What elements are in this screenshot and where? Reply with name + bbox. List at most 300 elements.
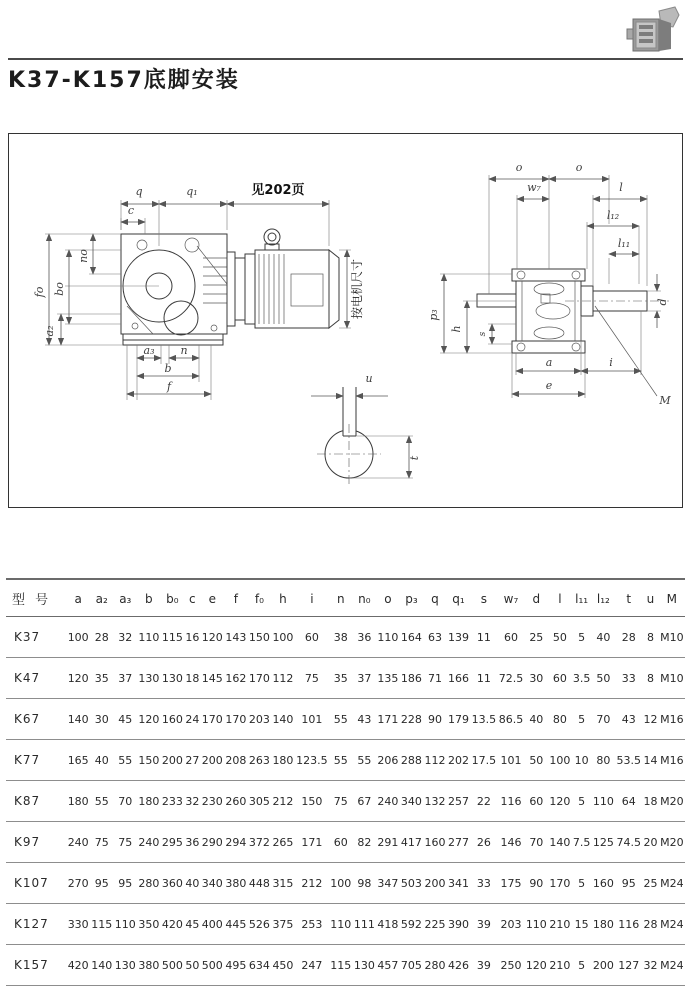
value-cell: M20 — [659, 781, 685, 822]
value-cell: 160 — [592, 863, 616, 904]
value-cell: 120 — [66, 658, 90, 699]
value-cell: 162 — [224, 658, 248, 699]
value-cell: 116 — [615, 904, 642, 945]
value-cell: 11 — [470, 658, 497, 699]
page-title: K37-K157底脚安装 — [8, 68, 240, 93]
value-cell: 60 — [295, 617, 329, 658]
value-cell: 132 — [423, 781, 447, 822]
model-cell: K37 — [6, 617, 66, 658]
value-cell: 526 — [248, 904, 272, 945]
value-cell: 171 — [376, 699, 400, 740]
column-header: l₁₂ — [592, 579, 616, 617]
value-cell: 60 — [525, 781, 549, 822]
dim-label-p3: p₃ — [427, 309, 440, 321]
value-cell: 418 — [376, 904, 400, 945]
dim-label-bo: bo — [53, 282, 66, 296]
dim-label-no: no — [77, 249, 90, 263]
column-header: u — [642, 579, 658, 617]
value-cell: M10 — [659, 617, 685, 658]
value-cell: 495 — [224, 945, 248, 986]
model-cell: K157 — [6, 945, 66, 986]
value-cell: 63 — [423, 617, 447, 658]
value-cell: 30 — [525, 658, 549, 699]
value-cell: 170 — [548, 863, 572, 904]
column-header: h — [271, 579, 295, 617]
column-header: l — [548, 579, 572, 617]
value-cell: 210 — [548, 904, 572, 945]
value-cell: 145 — [201, 658, 225, 699]
dim-label-l12: l₁₂ — [606, 209, 620, 222]
technical-drawing — [9, 134, 682, 507]
value-cell: 95 — [114, 863, 138, 904]
column-header: p₃ — [400, 579, 424, 617]
value-cell: 40 — [90, 740, 114, 781]
table-row — [6, 904, 685, 945]
table-row — [6, 945, 685, 986]
value-cell: 110 — [137, 617, 161, 658]
value-cell: 27 — [184, 740, 200, 781]
value-cell: 265 — [271, 822, 295, 863]
model-cell: K127 — [6, 904, 66, 945]
value-cell: 291 — [376, 822, 400, 863]
column-header: l₁₁ — [572, 579, 592, 617]
column-header: n — [329, 579, 353, 617]
column-header: d — [525, 579, 549, 617]
value-cell: 60 — [548, 658, 572, 699]
value-cell: 100 — [66, 617, 90, 658]
value-cell: 74.5 — [615, 822, 642, 863]
dim-label-c: c — [127, 204, 135, 217]
value-cell: 160 — [161, 699, 185, 740]
table-header-row — [6, 579, 685, 617]
value-cell: 28 — [90, 617, 114, 658]
column-header: c — [184, 579, 200, 617]
column-header: q₁ — [447, 579, 471, 617]
value-cell: 123.5 — [295, 740, 329, 781]
value-cell: M16 — [659, 699, 685, 740]
value-cell: 5 — [572, 863, 592, 904]
dim-label-b: b — [164, 362, 172, 375]
dim-label-fo: fo — [33, 286, 46, 298]
value-cell: 70 — [525, 822, 549, 863]
value-cell: 500 — [201, 945, 225, 986]
value-cell: 70 — [592, 699, 616, 740]
model-cell: K47 — [6, 658, 66, 699]
value-cell: 116 — [497, 781, 524, 822]
value-cell: 18 — [184, 658, 200, 699]
value-cell: 72.5 — [497, 658, 524, 699]
value-cell: M20 — [659, 822, 685, 863]
value-cell: 17.5 — [470, 740, 497, 781]
value-cell: 150 — [295, 781, 329, 822]
value-cell: 375 — [271, 904, 295, 945]
column-header: q — [423, 579, 447, 617]
value-cell: 14 — [642, 740, 658, 781]
dim-label-s: s — [478, 331, 488, 337]
drawing-panel — [8, 133, 683, 508]
value-cell: 420 — [161, 904, 185, 945]
value-cell: 32 — [184, 781, 200, 822]
column-header: f₀ — [248, 579, 272, 617]
value-cell: 280 — [423, 945, 447, 986]
value-cell: 426 — [447, 945, 471, 986]
column-header: f — [224, 579, 248, 617]
value-cell: 16 — [184, 617, 200, 658]
value-cell: 55 — [114, 740, 138, 781]
table-row — [6, 822, 685, 863]
dim-label-a: a — [545, 356, 553, 369]
value-cell: 127 — [615, 945, 642, 986]
value-cell: 445 — [224, 904, 248, 945]
value-cell: 305 — [248, 781, 272, 822]
value-cell: 180 — [66, 781, 90, 822]
value-cell: 208 — [224, 740, 248, 781]
value-cell: M24 — [659, 863, 685, 904]
value-cell: 230 — [201, 781, 225, 822]
value-cell: 36 — [353, 617, 377, 658]
value-cell: 186 — [400, 658, 424, 699]
value-cell: 705 — [400, 945, 424, 986]
motor-size-note: 按电机尺寸 — [350, 258, 364, 320]
value-cell: 120 — [548, 781, 572, 822]
value-cell: 180 — [137, 781, 161, 822]
dim-label-l: l — [619, 181, 623, 194]
value-cell: 270 — [66, 863, 90, 904]
value-cell: 110 — [592, 781, 616, 822]
value-cell: 294 — [224, 822, 248, 863]
column-header: 型 号 — [6, 579, 66, 617]
model-cell: K67 — [6, 699, 66, 740]
value-cell: 101 — [295, 699, 329, 740]
value-cell: 263 — [248, 740, 272, 781]
value-cell: 115 — [161, 617, 185, 658]
value-cell: 5 — [572, 617, 592, 658]
value-cell: 40 — [592, 617, 616, 658]
value-cell: 200 — [592, 945, 616, 986]
value-cell: 55 — [353, 740, 377, 781]
value-cell: 200 — [201, 740, 225, 781]
see-page-note: 见202页 — [251, 183, 305, 198]
column-header: n₀ — [353, 579, 377, 617]
value-cell: 43 — [353, 699, 377, 740]
header-divider — [8, 58, 683, 60]
column-header: w₇ — [497, 579, 524, 617]
column-header: t — [615, 579, 642, 617]
value-cell: 206 — [376, 740, 400, 781]
dim-label-a3: a₃ — [143, 344, 155, 357]
value-cell: 33 — [615, 658, 642, 699]
value-cell: 288 — [400, 740, 424, 781]
value-cell: 67 — [353, 781, 377, 822]
value-cell: 112 — [271, 658, 295, 699]
value-cell: 500 — [161, 945, 185, 986]
value-cell: 139 — [447, 617, 471, 658]
model-cell: K107 — [6, 863, 66, 904]
value-cell: 100 — [329, 863, 353, 904]
table-row — [6, 658, 685, 699]
value-cell: 400 — [201, 904, 225, 945]
value-cell: 120 — [137, 699, 161, 740]
table-row — [6, 617, 685, 658]
dim-label-f: f — [166, 380, 172, 393]
value-cell: 150 — [248, 617, 272, 658]
value-cell: 130 — [114, 945, 138, 986]
value-cell: 247 — [295, 945, 329, 986]
value-cell: 95 — [615, 863, 642, 904]
value-cell: 340 — [400, 781, 424, 822]
value-cell: 380 — [224, 863, 248, 904]
value-cell: 5 — [572, 699, 592, 740]
table-row — [6, 863, 685, 904]
value-cell: 39 — [470, 904, 497, 945]
value-cell: 200 — [423, 863, 447, 904]
value-cell: 457 — [376, 945, 400, 986]
value-cell: 12 — [642, 699, 658, 740]
value-cell: 80 — [592, 740, 616, 781]
value-cell: 125 — [592, 822, 616, 863]
value-cell: 50 — [592, 658, 616, 699]
value-cell: 130 — [353, 945, 377, 986]
value-cell: 55 — [329, 699, 353, 740]
value-cell: 18 — [642, 781, 658, 822]
value-cell: 70 — [114, 781, 138, 822]
value-cell: 315 — [271, 863, 295, 904]
value-cell: 350 — [137, 904, 161, 945]
value-cell: 28 — [642, 904, 658, 945]
value-cell: M10 — [659, 658, 685, 699]
value-cell: 257 — [447, 781, 471, 822]
value-cell: 253 — [295, 904, 329, 945]
value-cell: 64 — [615, 781, 642, 822]
value-cell: 50 — [548, 617, 572, 658]
value-cell: 24 — [184, 699, 200, 740]
column-header: a — [66, 579, 90, 617]
value-cell: 60 — [497, 617, 524, 658]
value-cell: 40 — [525, 699, 549, 740]
value-cell: 37 — [114, 658, 138, 699]
value-cell: 420 — [66, 945, 90, 986]
value-cell: 39 — [470, 945, 497, 986]
value-cell: 28 — [615, 617, 642, 658]
column-header: s — [470, 579, 497, 617]
model-cell: K77 — [6, 740, 66, 781]
value-cell: 75 — [329, 781, 353, 822]
value-cell: 8 — [642, 617, 658, 658]
value-cell: 50 — [525, 740, 549, 781]
table-row — [6, 740, 685, 781]
value-cell: 5 — [572, 781, 592, 822]
value-cell: 86.5 — [497, 699, 524, 740]
value-cell: 35 — [90, 658, 114, 699]
value-cell: 3.5 — [572, 658, 592, 699]
value-cell: 179 — [447, 699, 471, 740]
value-cell: 115 — [90, 904, 114, 945]
dim-label-o-right: o — [575, 161, 583, 174]
value-cell: 175 — [497, 863, 524, 904]
value-cell: 380 — [137, 945, 161, 986]
dim-label-u: u — [365, 372, 373, 385]
dim-label-q1: q₁ — [186, 185, 198, 198]
value-cell: 330 — [66, 904, 90, 945]
value-cell: 15 — [572, 904, 592, 945]
value-cell: 37 — [353, 658, 377, 699]
dim-label-M: M — [659, 394, 671, 407]
value-cell: 71 — [423, 658, 447, 699]
value-cell: 280 — [137, 863, 161, 904]
value-cell: 228 — [400, 699, 424, 740]
dim-label-a2: a₂ — [43, 325, 56, 337]
column-header: i — [295, 579, 329, 617]
value-cell: 164 — [400, 617, 424, 658]
value-cell: 32 — [114, 617, 138, 658]
dim-label-q: q — [135, 185, 143, 198]
dim-label-h: h — [450, 325, 463, 333]
value-cell: 40 — [184, 863, 200, 904]
dim-label-d: d — [656, 298, 669, 306]
value-cell: 450 — [271, 945, 295, 986]
value-cell: M24 — [659, 904, 685, 945]
value-cell: 110 — [114, 904, 138, 945]
dim-label-e: e — [545, 379, 553, 392]
value-cell: 212 — [295, 863, 329, 904]
value-cell: 170 — [201, 699, 225, 740]
value-cell: M24 — [659, 945, 685, 986]
value-cell: 32 — [642, 945, 658, 986]
value-cell: 170 — [224, 699, 248, 740]
value-cell: 140 — [90, 945, 114, 986]
value-cell: 390 — [447, 904, 471, 945]
value-cell: 212 — [271, 781, 295, 822]
value-cell: 130 — [161, 658, 185, 699]
value-cell: 203 — [248, 699, 272, 740]
value-cell: 202 — [447, 740, 471, 781]
value-cell: 75 — [90, 822, 114, 863]
model-cell: K97 — [6, 822, 66, 863]
value-cell: 38 — [329, 617, 353, 658]
value-cell: 115 — [329, 945, 353, 986]
value-cell: 80 — [548, 699, 572, 740]
value-cell: 135 — [376, 658, 400, 699]
dim-label-n: n — [180, 344, 188, 357]
table-row — [6, 699, 685, 740]
front-view-drawing — [33, 182, 364, 400]
value-cell: 140 — [548, 822, 572, 863]
table-body — [6, 617, 685, 986]
value-cell: 143 — [224, 617, 248, 658]
value-cell: 53.5 — [615, 740, 642, 781]
value-cell: 25 — [642, 863, 658, 904]
value-cell: 140 — [66, 699, 90, 740]
column-header: a₂ — [90, 579, 114, 617]
shaft-section-drawing — [305, 372, 421, 496]
value-cell: 503 — [400, 863, 424, 904]
value-cell: 166 — [447, 658, 471, 699]
value-cell: 43 — [615, 699, 642, 740]
value-cell: 25 — [525, 617, 549, 658]
value-cell: 250 — [497, 945, 524, 986]
value-cell: 22 — [470, 781, 497, 822]
value-cell: 8 — [642, 658, 658, 699]
value-cell: 111 — [353, 904, 377, 945]
value-cell: 82 — [353, 822, 377, 863]
column-header: e — [201, 579, 225, 617]
column-header: M — [659, 579, 685, 617]
value-cell: 10 — [572, 740, 592, 781]
value-cell: 180 — [271, 740, 295, 781]
dim-label-t: t — [408, 455, 421, 461]
value-cell: 171 — [295, 822, 329, 863]
value-cell: 240 — [137, 822, 161, 863]
value-cell: 7.5 — [572, 822, 592, 863]
value-cell: 100 — [548, 740, 572, 781]
value-cell: 110 — [525, 904, 549, 945]
value-cell: 20 — [642, 822, 658, 863]
value-cell: 120 — [201, 617, 225, 658]
value-cell: 417 — [400, 822, 424, 863]
value-cell: 341 — [447, 863, 471, 904]
value-cell: 33 — [470, 863, 497, 904]
value-cell: 180 — [592, 904, 616, 945]
value-cell: 50 — [184, 945, 200, 986]
value-cell: 90 — [423, 699, 447, 740]
value-cell: 45 — [114, 699, 138, 740]
value-cell: 372 — [248, 822, 272, 863]
value-cell: 277 — [447, 822, 471, 863]
value-cell: 240 — [376, 781, 400, 822]
value-cell: 11 — [470, 617, 497, 658]
dimension-table-section — [6, 578, 685, 986]
value-cell: 340 — [201, 863, 225, 904]
value-cell: 36 — [184, 822, 200, 863]
value-cell: 90 — [525, 863, 549, 904]
value-cell: 130 — [137, 658, 161, 699]
value-cell: 203 — [497, 904, 524, 945]
value-cell: M16 — [659, 740, 685, 781]
value-cell: 98 — [353, 863, 377, 904]
value-cell: 30 — [90, 699, 114, 740]
value-cell: 95 — [90, 863, 114, 904]
value-cell: 101 — [497, 740, 524, 781]
value-cell: 210 — [548, 945, 572, 986]
value-cell: 290 — [201, 822, 225, 863]
value-cell: 112 — [423, 740, 447, 781]
value-cell: 233 — [161, 781, 185, 822]
side-view-drawing — [427, 161, 671, 407]
value-cell: 45 — [184, 904, 200, 945]
value-cell: 60 — [329, 822, 353, 863]
value-cell: 360 — [161, 863, 185, 904]
value-cell: 165 — [66, 740, 90, 781]
value-cell: 150 — [137, 740, 161, 781]
value-cell: 170 — [248, 658, 272, 699]
dim-label-w7: w₇ — [527, 181, 541, 194]
value-cell: 260 — [224, 781, 248, 822]
column-header: b — [137, 579, 161, 617]
value-cell: 13.5 — [470, 699, 497, 740]
value-cell: 26 — [470, 822, 497, 863]
model-cell: K87 — [6, 781, 66, 822]
value-cell: 100 — [271, 617, 295, 658]
value-cell: 200 — [161, 740, 185, 781]
value-cell: 55 — [90, 781, 114, 822]
table-row — [6, 781, 685, 822]
value-cell: 75 — [295, 658, 329, 699]
column-header: b₀ — [161, 579, 185, 617]
value-cell: 634 — [248, 945, 272, 986]
column-header: a₃ — [114, 579, 138, 617]
value-cell: 110 — [329, 904, 353, 945]
value-cell: 448 — [248, 863, 272, 904]
